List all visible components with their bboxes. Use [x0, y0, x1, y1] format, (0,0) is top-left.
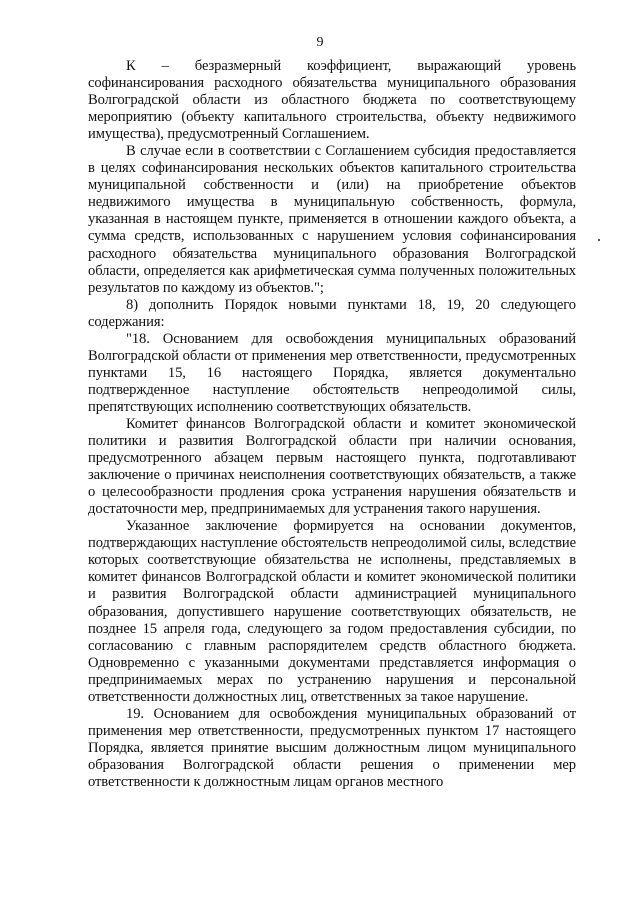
paragraph-conclusion-formation: Указанное заключение формируется на основании документов, подтверждающих наступление обстоятельств непреодолимой силы, вследствие которых соответствующие обязательства не исполнены, представляемых в комитет финансов Волгоградской области и комитет экономической политики и развития Волгоградской области администрацией муниципального образования, допустившего нарушение соответствующих обязательств, не позднее 15 апреля года, следующего за годом предоставления субсидии, по согласованию с главным распорядителем средств областного бюджета. Одновременно с указанными документами представляется информация о предпринимаемых мерах по устранению нарушения и персональной ответственности должностных лиц, ответственных за такое нарушение. [88, 518, 576, 705]
page-number: 9 [316, 35, 324, 50]
paragraph-finance-committee: Комитет финансов Волгоградской области и комитет экономической политики и развития Волгоградской области при наличии основания, предусмотренного абзацем первым настоящего пункта, подготавливают заключение о причинах неисполнения соответствующих обязательств, а также о целесообразности продления срока устранения нарушения обязательств и достаточности мер, предпринимаемых для устранения такого нарушения. [88, 415, 576, 518]
paragraph-coefficient-definition: К – безразмерный коэффициент, выражающий уровень софинансирования расходного обязательства муниципального образования Волгоградской области из областного бюджета по соответствующему мероприятию (объекту капитального строительства, объекту недвижимого имущества), предусмотренный Соглашением. [88, 58, 576, 143]
paragraph-amendment-8: 8) дополнить Порядок новыми пунктами 18, 19, 20 следующего содержания: [88, 296, 576, 330]
paragraph-clause-19: 19. Основанием для освобождения муниципальных образований от применения мер ответственности, предусмотренных пунктом 17 настоящего Порядка, является принятие высшим должностным лицом муниципального образования Волгоградской области решения о применении мер ответственности к должностным лицам органов местного [88, 705, 576, 790]
document-body [88, 58, 576, 791]
scan-speck [598, 239, 600, 241]
paragraph-clause-18: "18. Основанием для освобождения муниципальных образований Волгоградской области от применения мер ответственности, предусмотренных пунктами 15, 16 настоящего Порядка, является документально подтвержденное наступление обстоятельств непреодолимой силы, препятствующих исполнению соответствующих обязательств. [88, 330, 576, 415]
paragraph-multiple-objects: В случае если в соответствии с Соглашением субсидия предоставляется в целях софинансирования нескольких объектов капитального строительства муниципальной собственности и (или) на приобретение объектов недвижимого имущества в муниципальную собственность, формула, указанная в настоящем пункте, применяется в отношении каждого объекта, а сумма средств, использованных с нарушением условия софинансирования расходного обязательства муниципального образования Волгоградской области, определяется как арифметическая сумма полученных положительных результатов по каждому из объектов."; [88, 143, 576, 296]
